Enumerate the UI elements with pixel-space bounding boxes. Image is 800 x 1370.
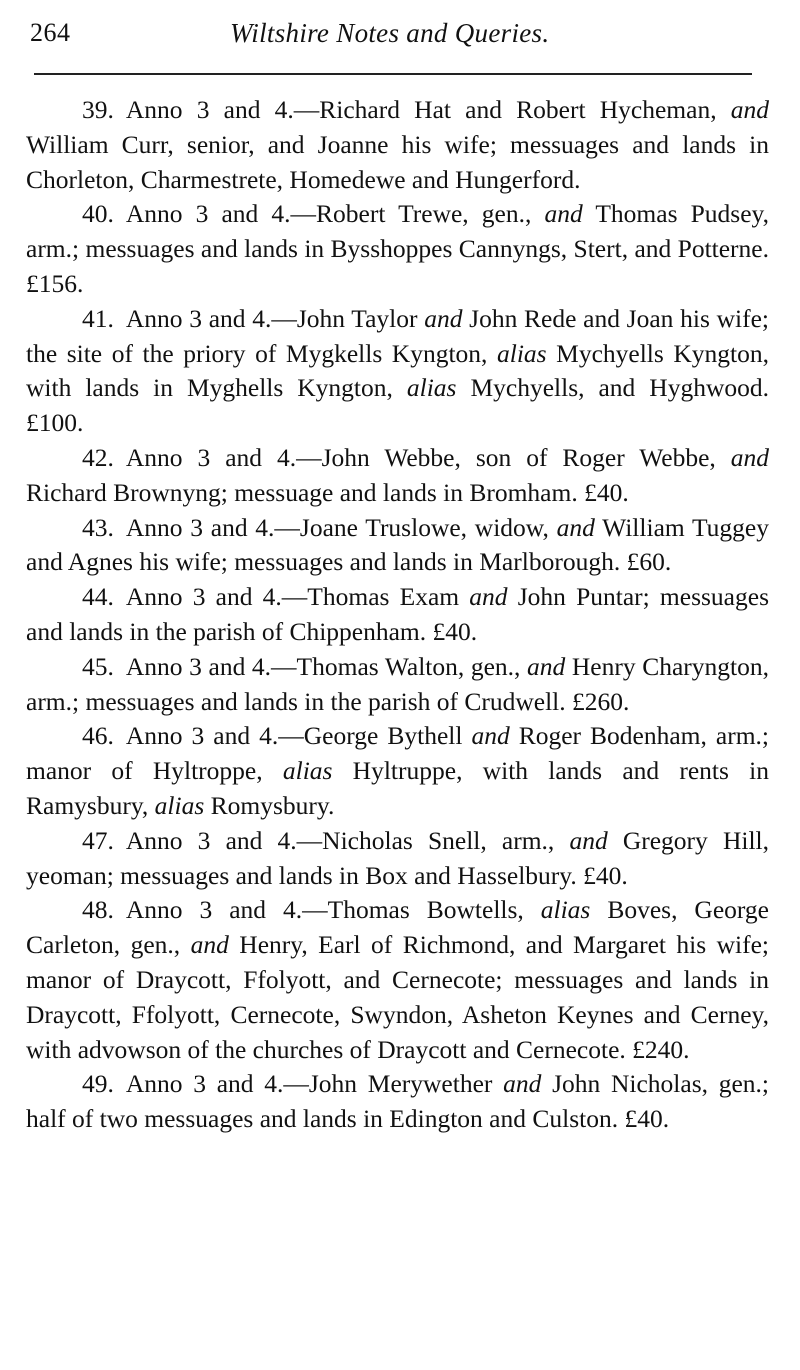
entry-text: John Nicholas, gen.; half of two messuages and lands in Edington and Culston. £40.	[26, 1069, 769, 1134]
entry-italic-word: and	[424, 303, 463, 333]
entry-italic-word: and	[544, 199, 583, 229]
entry-number: 48.	[82, 895, 114, 925]
entry-text: Anno 3 and 4.—Richard Hat and Robert Hycheman,	[125, 95, 731, 124]
entry-text: Thomas Pudsey, arm.; messuages and lands in Bysshoppes Cannyngs, Stert, and Potterne. £156.	[26, 199, 769, 298]
entry-text: Anno 3 and 4.—Thomas Exam	[125, 582, 470, 612]
entry-italic-word: alias	[282, 756, 333, 786]
entry	[26, 1067, 769, 1137]
entry-number: 39.	[82, 95, 114, 124]
entry	[26, 650, 769, 720]
entry	[26, 824, 769, 894]
entry-text: Anno 3 and 4.—Thomas Bowtells,	[125, 895, 541, 925]
entry-text: Anno 3 and 4.—Joane Truslowe, widow,	[125, 512, 557, 542]
entry-italic-word: and	[569, 825, 608, 855]
entry-text: William Tuggey and Agnes his wife; messuages and lands in Marlborough. £60.	[26, 512, 769, 577]
entry	[26, 197, 769, 301]
entry-number: 40.	[82, 199, 114, 229]
entries-list	[26, 93, 769, 1137]
entry-number: 47.	[82, 825, 114, 855]
entry-text: Mychyells Kyngton, with lands in Myghells Kyngton,	[26, 338, 769, 403]
entry-text: Romysbury.	[204, 790, 335, 820]
page-number: 264	[30, 18, 71, 47]
entry	[26, 580, 769, 650]
entry-number: 43.	[82, 512, 114, 542]
entry-text: Mychyells, and Hyghwood. £100.	[26, 373, 769, 438]
entry-italic-word: and	[730, 442, 769, 472]
entry-italic-word: and	[503, 1069, 542, 1099]
entry-text: Richard Brownyng; messuage and lands in Bromham. £40.	[26, 477, 629, 507]
entry-text: Anno 3 and 4.—Robert Trewe, gen.,	[125, 199, 545, 229]
entry-italic-word: and	[469, 582, 508, 612]
entry-number: 44.	[82, 582, 114, 612]
entry	[26, 93, 769, 197]
entry-text: John Puntar; messuages and lands in the parish of Chippenham. £40.	[26, 582, 769, 646]
entry-number: 46.	[82, 721, 114, 751]
entry-text: John Rede and Joan his wife; the site of the priory of Mygkells Kyngton,	[26, 303, 770, 368]
entry-number: 49.	[82, 1069, 114, 1099]
entry-text: Anno 3 and 4.—John Webbe, son of Roger Webbe,	[125, 442, 731, 472]
entry-text: Hyltruppe, with lands and rents in Ramysbury,	[26, 756, 770, 820]
entry-italic-word: alias	[406, 373, 457, 403]
entry-italic-word: alias	[154, 790, 205, 820]
entry-italic-word: and	[730, 95, 769, 124]
entry-italic-word: alias	[497, 338, 547, 368]
entry-italic-word: alias	[540, 895, 591, 925]
entry-text: Henry, Earl of Richmond, and Margaret his wife; manor of Draycott, Ffolyott, and Cernecote; messuages and lands in Draycott, Ffolyott, Cernecote, Swyndon, Asheton Keynes and Cerney, with advowson of the churches of Draycott and Cernecote. £240.	[26, 930, 770, 1064]
entry-number: 41.	[82, 303, 114, 333]
entry-italic-word: and	[527, 651, 566, 681]
entry	[26, 893, 769, 1067]
running-title: Wiltshire Notes and Queries.	[230, 18, 550, 48]
entry-text: Anno 3 and 4.—George Bythell	[125, 721, 472, 751]
entry-number: 45.	[82, 651, 114, 681]
entry-text: Roger Bodenham, arm.; manor of Hyltroppe,	[26, 721, 769, 786]
running-header	[30, 18, 752, 58]
entry	[26, 441, 769, 511]
entry	[26, 719, 769, 823]
entry-text: Anno 3 and 4.—Thomas Walton, gen.,	[125, 651, 528, 681]
entry-italic-word: and	[190, 930, 229, 960]
entry-number: 42.	[82, 442, 114, 472]
entry-italic-word: and	[556, 512, 595, 542]
entry-text: William Curr, senior, and Joanne his wife; messuages and lands in Chorleton, Charmestrete, Homedewe and Hungerford.	[26, 129, 769, 194]
entry	[26, 511, 769, 581]
entry-text: Anno 3 and 4.—John Taylor	[125, 303, 425, 333]
entry-text: Anno 3 and 4.—Nicholas Snell, arm.,	[125, 825, 570, 855]
entry	[26, 302, 769, 441]
entry-text: Henry Charyngton, arm.; messuages and lands in the parish of Crudwell. £260.	[26, 651, 769, 716]
entry-text: Gregory Hill, yeoman; messuages and lands in Box and Hasselbury. £40.	[26, 825, 769, 890]
entry-italic-word: and	[471, 721, 510, 751]
header-rule	[34, 73, 752, 75]
entry-text: Boves, George Carleton, gen.,	[26, 895, 769, 960]
entry-text: Anno 3 and 4.—John Merywether	[125, 1069, 504, 1099]
